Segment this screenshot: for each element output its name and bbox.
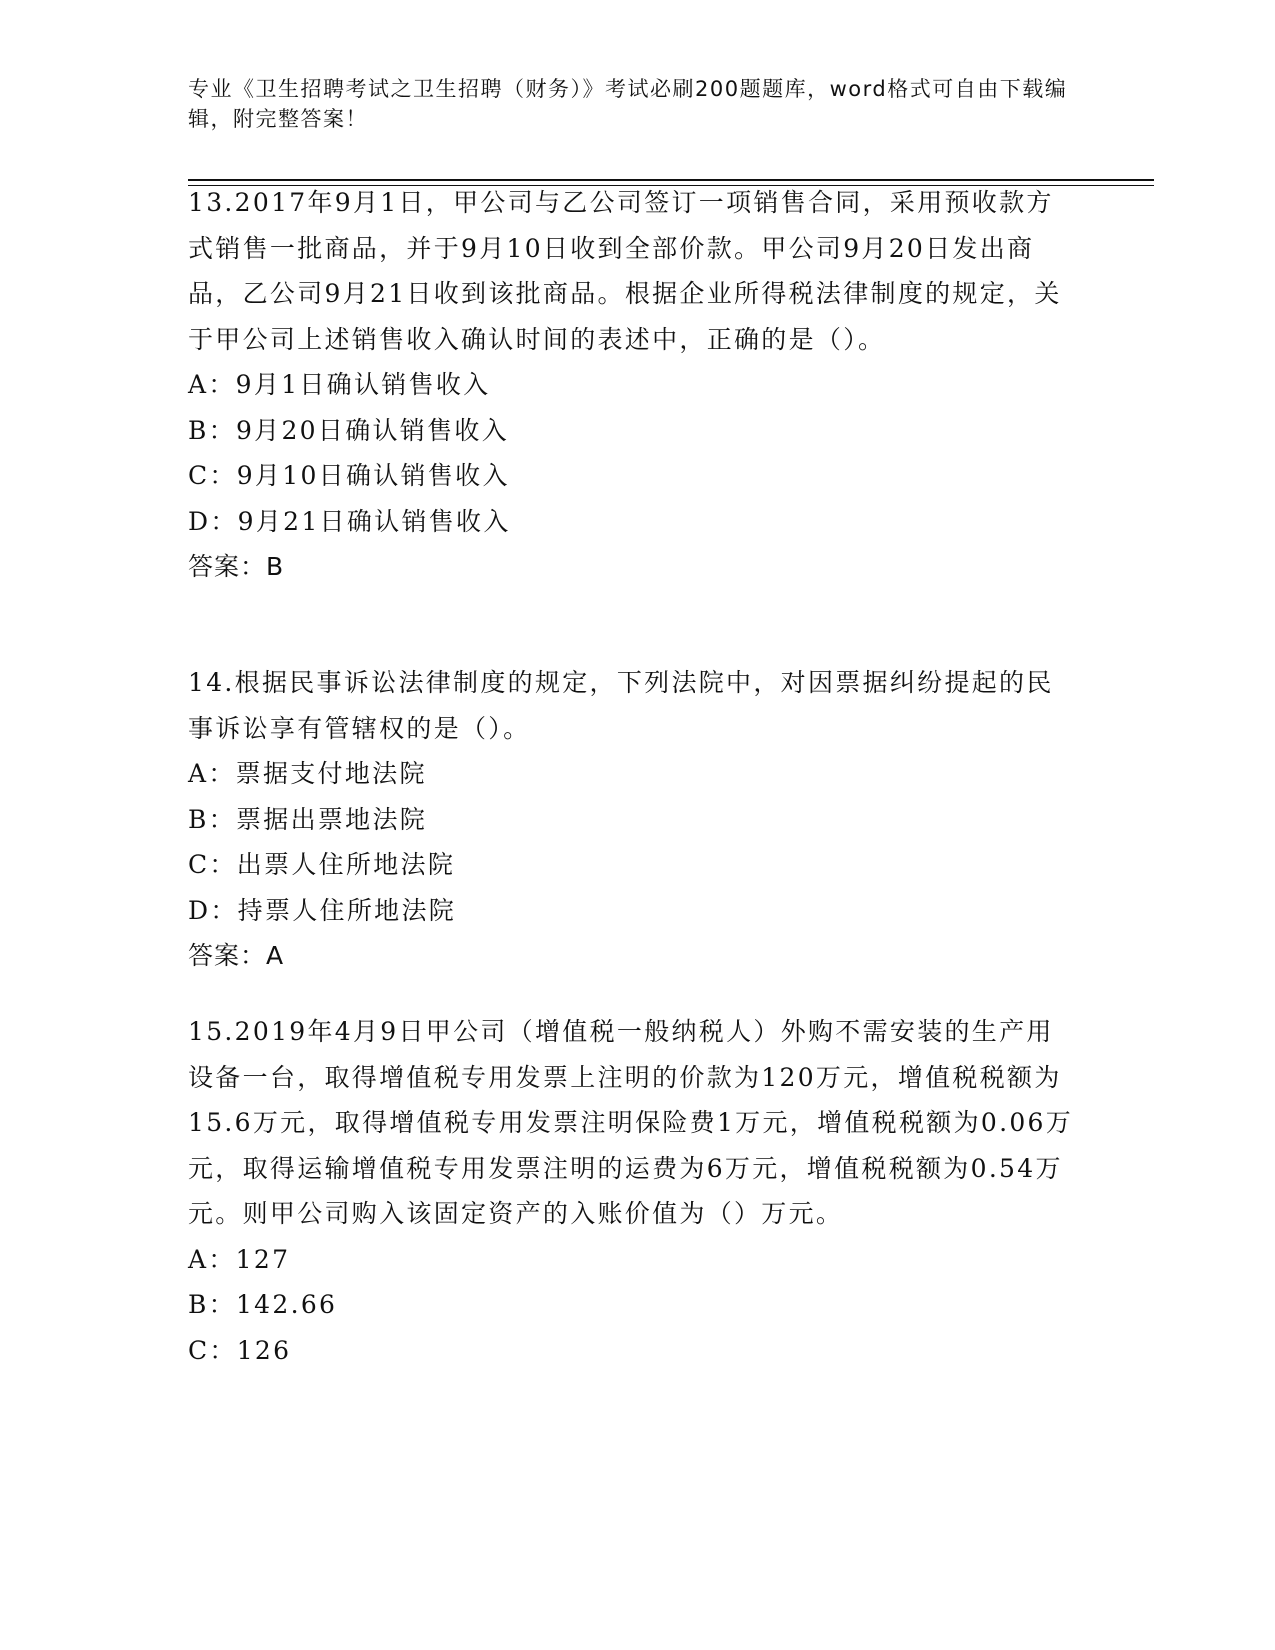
answer-line: 答案：B [188, 552, 285, 581]
question-14 [188, 660, 1088, 979]
option-d: D：持票人住所地法院 [188, 895, 457, 925]
document-header: 专业《卫生招聘考试之卫生招聘（财务）》考试必刷200题题库，word格式可自由下载编辑，附完整答案！ [188, 77, 1068, 131]
option-a: A：127 [188, 1244, 291, 1274]
option-c: C：9月10日确认销售收入 [188, 461, 510, 490]
option-b: B：142.66 [188, 1290, 338, 1319]
question-text: 14.根据民事诉讼法律制度的规定，下列法院中，对因票据纠纷提起的民事诉讼享有管辖权的是（）。 [188, 668, 1054, 743]
question-text: 15.2019年4月9日甲公司（增值税一般纳税人）外购不需安装的生产用设备一台，取得增值税专用发票上注明的价款为120万元，增值税税额为15.6万元，取得增值税专用发票注明保险费1万元，增值税税额为0.06万元，取得运输增值税专用发票注明的运费为6万元，增值税税额为0.54万元。则甲公司购入该固定资产的入账价值为（）万元。 [188, 1017, 1074, 1228]
option-c: C：出票人住所地法院 [188, 850, 456, 879]
question-15 [188, 1009, 1088, 1373]
option-c: C：126 [188, 1335, 292, 1365]
option-d: D：9月21日确认销售收入 [188, 506, 511, 536]
option-a: A：票据支付地法院 [188, 759, 427, 788]
question-13 [188, 180, 1088, 590]
option-a: A：9月1日确认销售收入 [188, 370, 491, 399]
answer-line: 答案：A [188, 941, 285, 970]
question-text: 13.2017年9月1日，甲公司与乙公司签订一项销售合同，采用预收款方式销售一批商品，并于9月10日收到全部价款。甲公司9月20日发出商品，乙公司9月21日收到该批商品。根据企业所得税法律制度的规定，关于甲公司上述销售收入确认时间的表述中，正确的是（）。 [188, 188, 1062, 354]
option-b: B：票据出票地法院 [188, 804, 428, 834]
option-b: B：9月20日确认销售收入 [188, 415, 509, 445]
